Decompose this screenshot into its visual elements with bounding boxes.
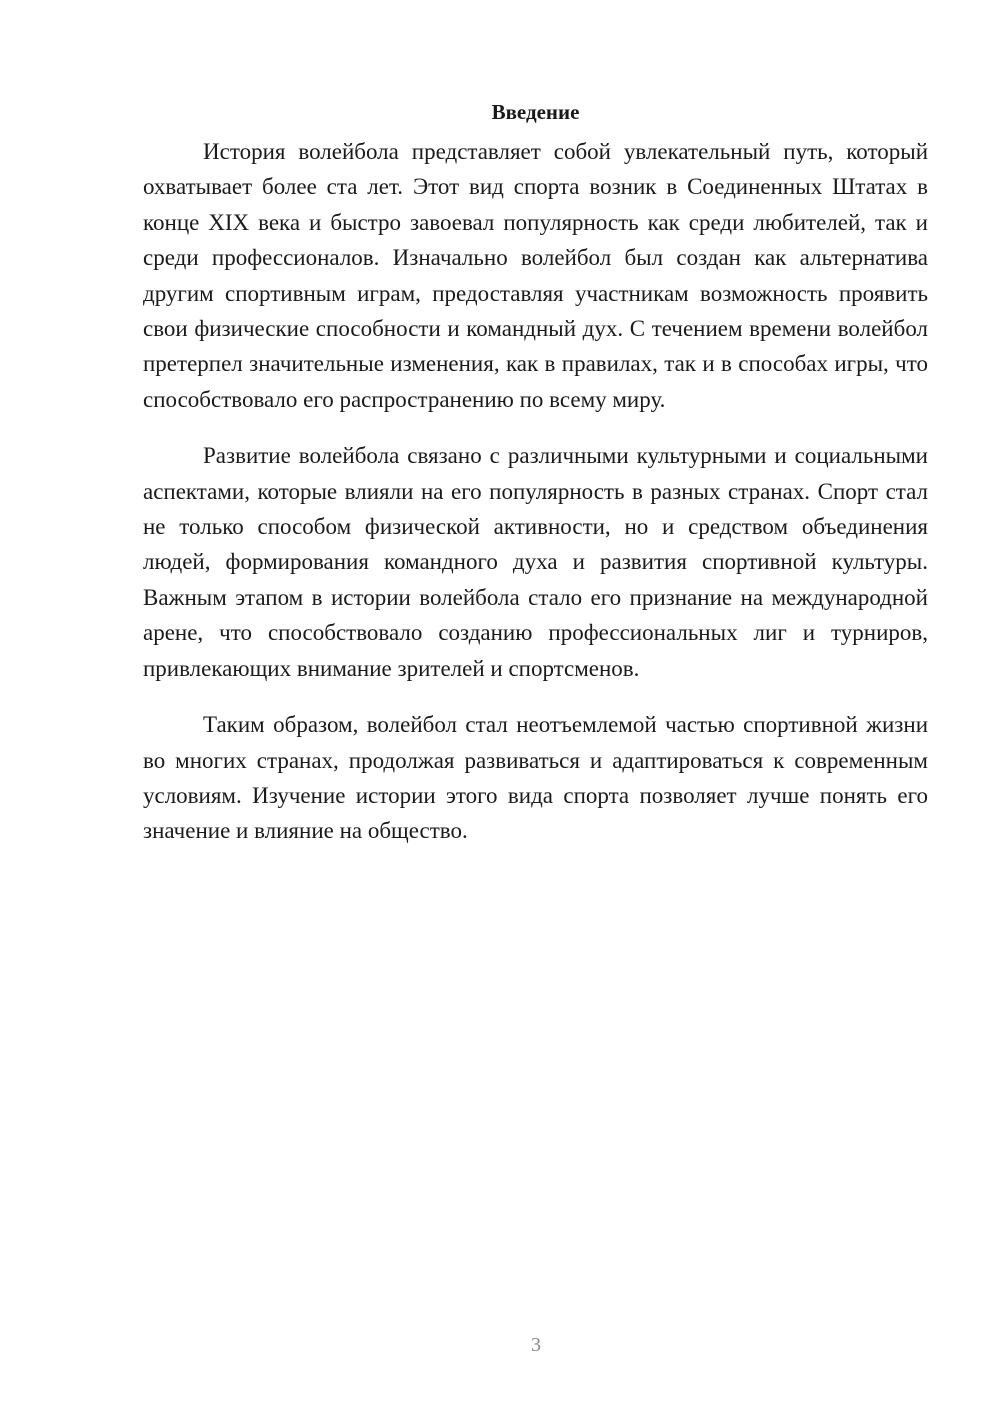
page-number: 3 — [531, 1334, 541, 1356]
paragraph: Развитие волейбола связано с различными культурными и социальными аспектами, которые влияли на его популярность в разных странах. Спорт стал не только способом физической активности, но и средством объединения людей, формирования командного духа и развития спортивной культуры. Важным этапом в истории волейбола стало его признание на международной арене, что способствовало созданию профессиональных лиг и турниров, привлекающих внимание зрителей и спортсменов. — [143, 443, 928, 681]
paragraph: История волейбола представляет собой увлекательный путь, который охватывает более ста лет. Этот вид спорта возник в Соединенных Штатах в конце XIX века и быстро завоевал популярность как среди любителей, так и среди профессионалов. Изначально волейбол был создан как альтернатива другим спортивным играм, предоставляя участникам возможность проявить свои физические способности и командный дух. С течением времени волейбол претерпел значительные изменения, как в правилах, так и в способах игры, что способствовало его распространению по всему миру. — [143, 139, 928, 412]
page-content — [143, 98, 928, 870]
section-title: Введение — [491, 100, 580, 124]
paragraph: Таким образом, волейбол стал неотъемлемой частью спортивной жизни во многих странах, продолжая развиваться и адаптироваться к современным условиям. Изучение истории этого вида спорта позволяет лучше понять его значение и влияние на общество. — [143, 712, 928, 844]
